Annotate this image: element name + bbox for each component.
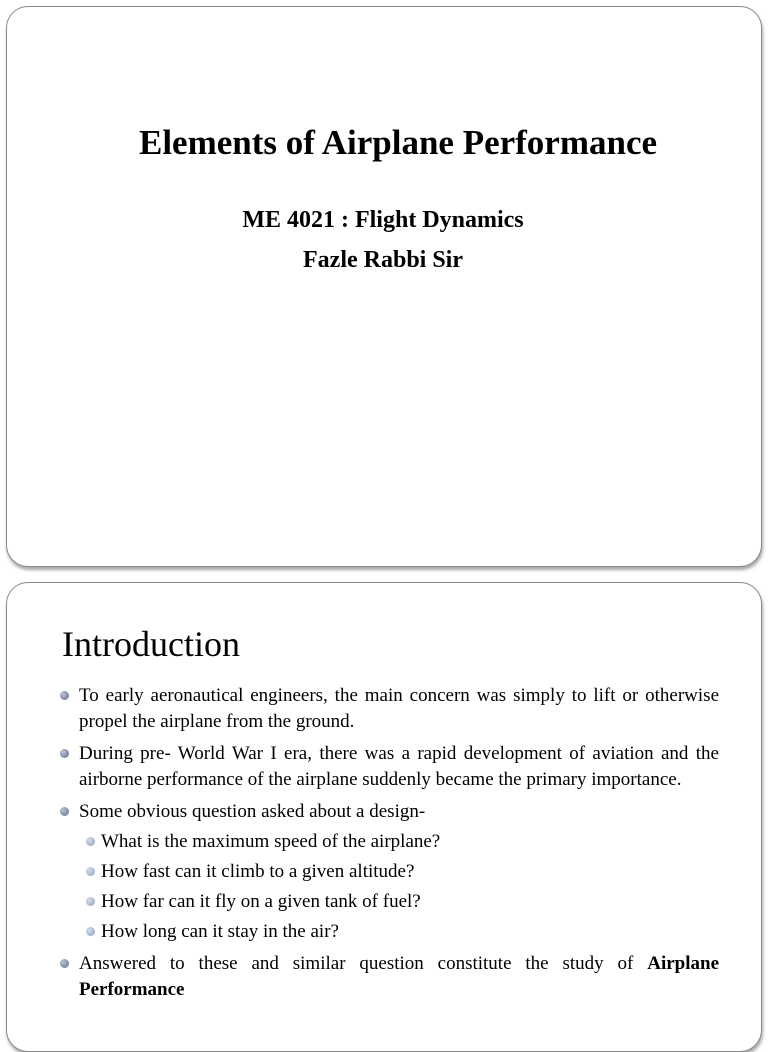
slide-heading: Introduction [62,624,240,664]
sub-bullet-item: How far can it fly on a given tank of fuel? [101,889,719,915]
bullet-text: To early aeronautical engineers, the main concern was simply to lift or otherwise propel the airplane from the ground. [79,685,719,732]
slide-title: Elements of Airplane Performance [138,123,658,162]
introduction-slide [6,582,762,1052]
sub-bullet-item: What is the maximum speed of the airplane? [101,829,719,855]
bullet-text: Some obvious question asked about a design- [79,801,426,822]
bullet-item [79,741,719,793]
bullet-item [79,799,719,945]
bullet-item [79,951,719,1003]
bullet-bold-text: Airplane Performance [79,953,719,1000]
bullet-text: During pre- World War I era, there was a rapid development of aviation and the airborne performance of the airplane suddenly became the primary importance. [79,743,719,790]
sub-bullet-item: How long can it stay in the air? [101,919,719,945]
course-name: ME 4021 : Flight Dynamics [242,207,524,233]
bullet-text: Answered to these and similar question constitute the study of [79,953,634,974]
title-slide [6,6,762,567]
bullet-list [79,683,719,1009]
instructor-name: Fazle Rabbi Sir [303,247,463,273]
sub-bullet-list [79,829,719,945]
sub-bullet-item: How fast can it climb to a given altitude? [101,859,719,885]
bullet-item [79,683,719,735]
